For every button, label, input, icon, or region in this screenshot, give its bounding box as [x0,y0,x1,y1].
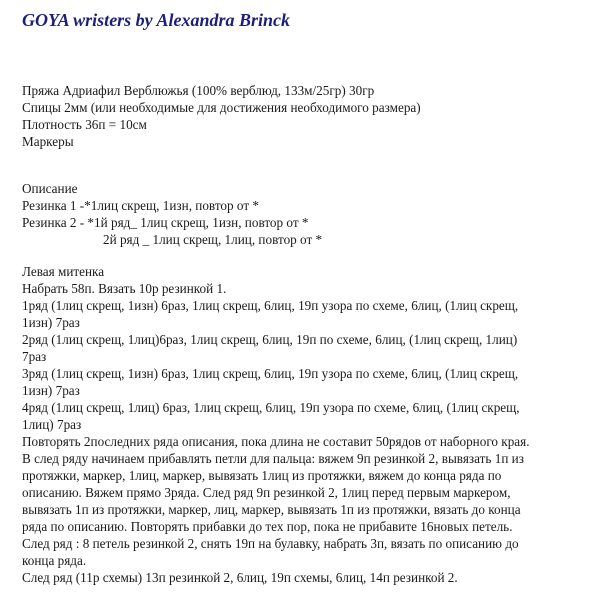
pattern-line: протяжки, маркер, 1лиц, маркер, вывязать 1лиц из протяжки, вяжем до конца ряда по [22,468,502,483]
rib1-line: Резинка 1 -*1лиц скрещ, 1изн, повтор от * [22,198,259,213]
left-mitt-heading: Левая митенка [22,264,105,279]
pattern-line: В след ряду начинаем прибавлять петли для пальца: вяжем 9п резинкой 2, вывязать 1п из [22,451,524,466]
pattern-line: описанию. Вяжем прямо 3ряда. След ряд 9п резинкой 2, 1лиц перед первым маркером, [22,485,511,500]
materials-gauge: Плотность 36п = 10см [22,117,147,132]
rib2-row2-line: 2й ряд _ 1лиц скрещ, 1лиц, повтор от * [103,232,323,247]
pattern-line: вывязать 1п из протяжки, маркер, лиц, маркер, вывязать 1п из протяжки, вязать до конца [22,502,521,517]
description-heading: Описание [22,181,78,196]
pattern-line: 1изн) 7раз [22,383,80,398]
pattern-line: След ряд (11р схемы) 13п резинкой 2, 6лиц, 19п схемы, 6лиц, 14п резинкой 2. [22,570,458,585]
pattern-line: ряда по описанию. Повторять прибавки до тех пор, пока не прибавите 16новых петель. [22,519,513,534]
pattern-line: 1изн) 7раз [22,315,80,330]
pattern-line: 2ряд (1лиц скрещ, 1лиц)6раз, 1лиц скрещ, 6лиц, 19п по схеме, 6лиц, (1лиц скрещ, 1лиц) [22,332,518,347]
pattern-line: конца ряда. [22,553,87,568]
pattern-line: Повторять 2последних ряда описания, пока длина не составит 50рядов от наборного края. [22,434,530,449]
pattern-line: След ряд : 8 петель резинкой 2, снять 19п на булавку, набрать 3п, вязать по описанию до [22,536,519,551]
pattern-line: 7раз [22,349,47,364]
document-title: GOYA wristers by Alexandra Brinck [22,10,291,30]
materials-needles: Спицы 2мм (или необходимые для достижения необходимого размера) [22,100,421,115]
pattern-line: 1ряд (1лиц скрещ, 1изн) 6раз, 1лиц скрещ, 6лиц, 19п узора по схеме, 6лиц, (1лиц скрещ, [22,298,519,313]
pattern-line: 3ряд (1лиц скрещ, 1изн) 6раз, 1лиц скрещ, 6лиц, 19п узора по схеме, 6лиц, (1лиц скрещ, [22,366,519,381]
pattern-line: 4ряд (1лиц скрещ, 1лиц) 6раз, 1лиц скрещ, 6лиц, 19п узора по схеме, 6лиц, (1лиц скрещ, [22,400,520,415]
materials-yarn: Пряжа Адриафил Верблюжья (100% верблюд, 133м/25гр) 30гр [22,83,375,98]
materials-markers: Маркеры [22,134,74,149]
pattern-line: Набрать 58п. Вязать 10р резинкой 1. [22,281,227,296]
pattern-line: 1лиц) 7раз [22,417,82,432]
rib2-row1-line: Резинка 2 - *1й ряд_ 1лиц скрещ, 1изн, повтор от * [22,215,309,230]
